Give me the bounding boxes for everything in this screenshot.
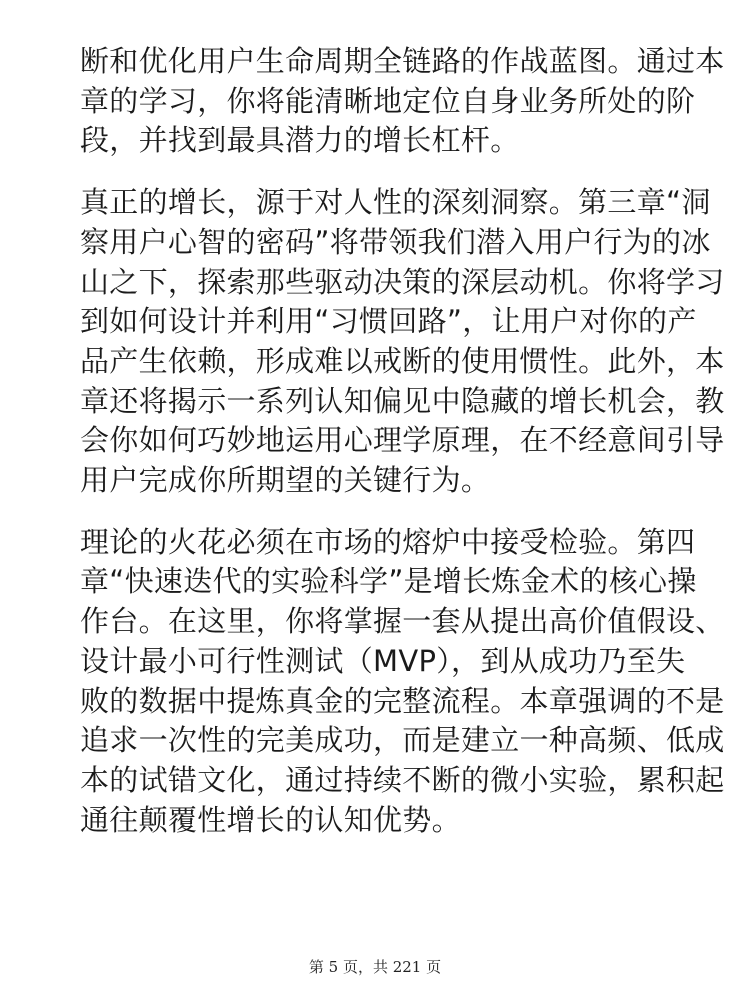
text-line: 真正的增长，源于对人性的深刻洞察。第三章“洞 [80,185,711,220]
page-number-footer: 第 5 页，共 221 页 [308,958,442,976]
text-line: 章的学习，你将能清晰地定位自身业务所处的阶 [80,83,696,118]
text-line: 败的数据中提炼真金的完整流程。本章强调的不是 [80,683,725,718]
text-line: 段，并找到最具潜力的增长杠杆。 [80,123,520,158]
text-line: 用户完成你所期望的关键行为。 [80,463,491,498]
text-line: 到如何设计并利用“习惯回路”，让用户对你的产 [80,304,697,339]
text-line: 作台。在这里，你将掌握一套从提出高价值假设、 [80,604,725,639]
text-line: 理论的火花必须在市场的熔炉中接受检验。第四 [80,524,696,559]
paragraph-1 [80,42,725,161]
paragraph-3 [80,523,725,841]
body-text [80,42,725,862]
text-line: 通往颠覆性增长的认知优势。 [80,802,461,837]
text-line: 断和优化用户生命周期全链路的作战蓝图。通过本 [80,44,725,78]
text-line: 山之下，探索那些驱动决策的深层动机。你将学习 [80,264,725,299]
text-line: 品产生依赖，形成难以戒断的使用惯性。此外，本 [80,343,725,378]
paragraph-2 [80,183,725,501]
text-line: 会你如何巧妙地运用心理学原理，在不经意间引导 [80,423,725,458]
text-line: 追求一次性的完美成功，而是建立一种高频、低成 [80,723,725,758]
text-line: 察用户心智的密码”将带领我们潜入用户行为的冰 [80,224,711,259]
text-line: 章还将揭示一系列认知偏见中隐藏的增长机会，教 [80,383,725,418]
text-line: 本的试错文化，通过持续不断的微小实验，累积起 [80,762,725,797]
text-line: 章“快速迭代的实验科学”是增长炼金术的核心操 [80,564,697,599]
text-line: 设计最小可行性测试（MVP），到从成功乃至失 [80,643,686,678]
